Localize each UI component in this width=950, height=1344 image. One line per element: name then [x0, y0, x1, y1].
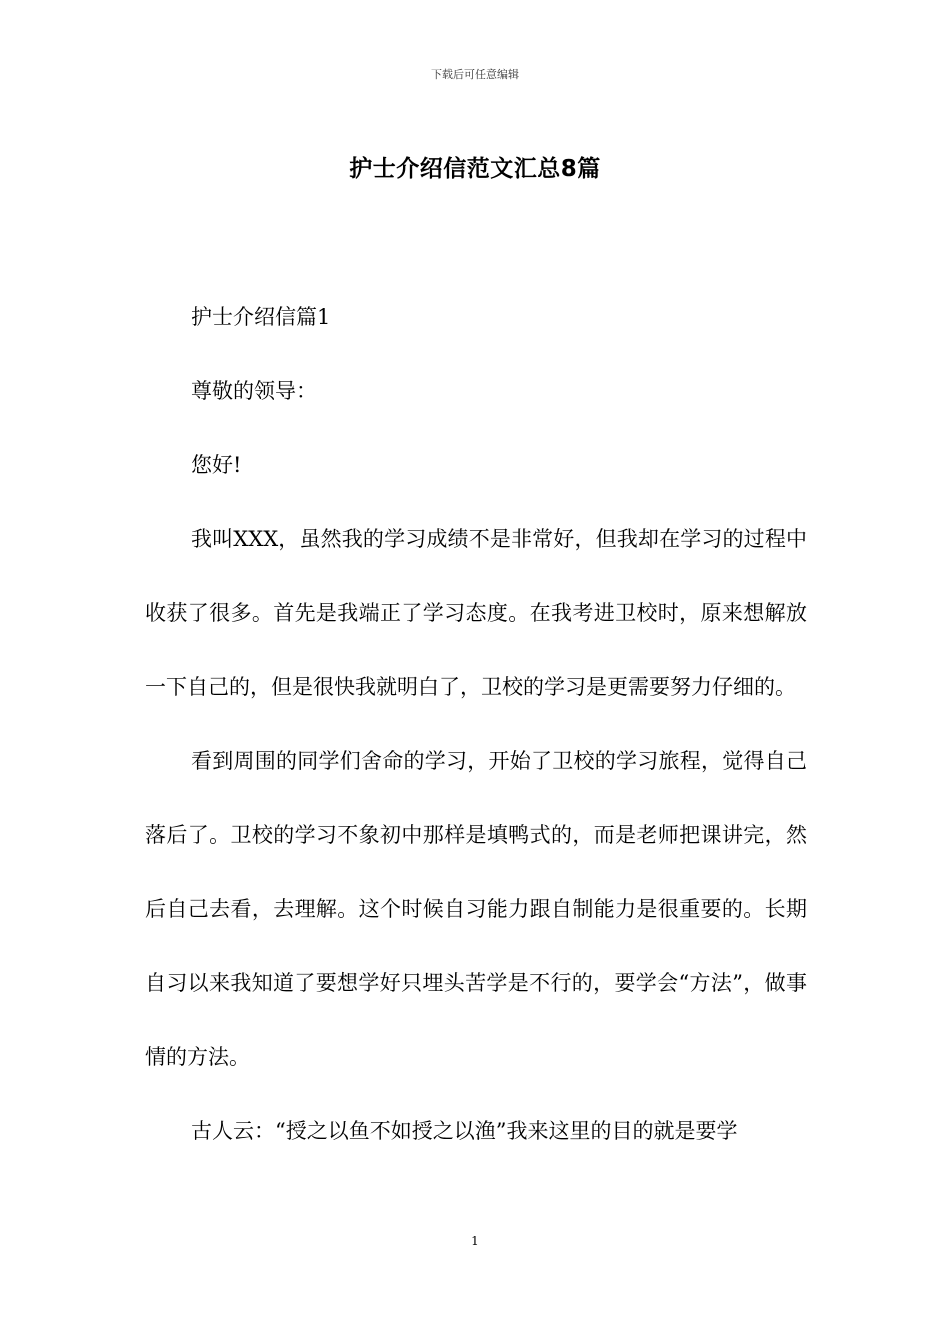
greeting: 您好!: [191, 453, 242, 477]
body-paragraph: 我叫XXX，虽然我的学习成绩不是非常好，但我却在学习的过程中收获了很多。首先是我端正了学习态度。在我考进卫校时，原来想解放一下自己的，但是很快我就明白了，卫校的学习是更需要努力仔细的。: [145, 527, 807, 699]
document-body: [145, 280, 807, 1168]
page-number: 1: [471, 1234, 479, 1248]
body-paragraph: 看到周围的同学们舍命的学习，开始了卫校的学习旅程，觉得自己落后了。卫校的学习不象初中那样是填鸭式的，而是老师把课讲完，然后自己去看，去理解。这个时候自习能力跟自制能力是很重要的。长期自习以来我知道了要想学好只埋头苦学是不行的，要学会“方法”，做事情的方法。: [145, 749, 807, 1069]
document-title: 护士介绍信范文汇总8篇: [349, 156, 601, 182]
salutation: 尊敬的领导：: [191, 379, 317, 403]
body-paragraph: 古人云：“授之以鱼不如授之以渔”我来这里的目的就是要学: [191, 1119, 738, 1143]
section-heading: 护士介绍信篇1: [191, 305, 331, 329]
header-note: 下载后可任意编辑: [431, 68, 519, 81]
